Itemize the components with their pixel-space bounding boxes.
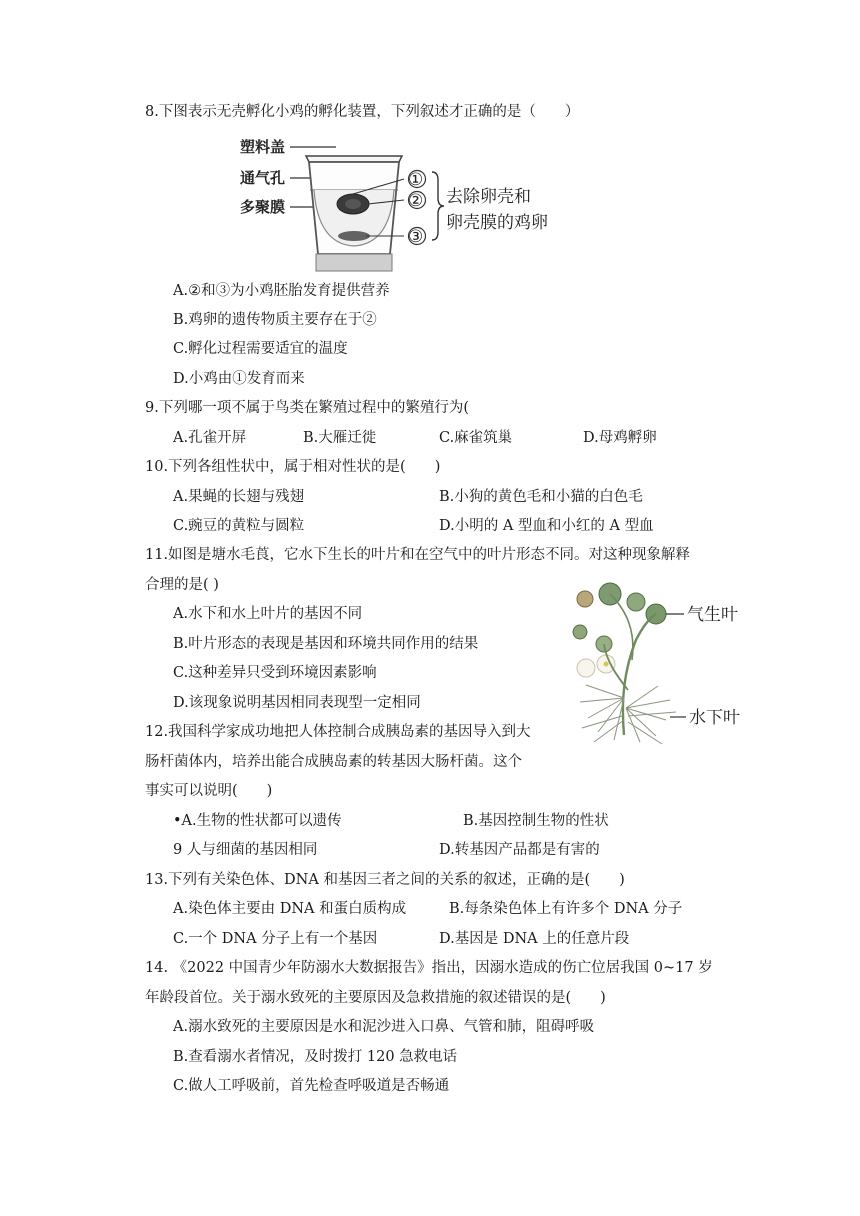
- q8-option-d: D.小鸡由①发育而来: [173, 371, 305, 387]
- q12-stem-line1: 12.我国科学家成功地把人体控制合成胰岛素的基因导入到大: [145, 724, 531, 740]
- mark-1: ①: [408, 170, 424, 190]
- q11-option-a: A.水下和水上叶片的基因不同: [173, 606, 363, 622]
- q11-stem-line1: 11.如图是塘水毛莨，它水下生长的叶片和在空气中的叶片形态不同。对这种现象解释: [145, 547, 691, 563]
- q12-option-c: 9 人与细菌的基因相同: [173, 842, 318, 858]
- q9-option-c: C.麻雀筑巢: [439, 430, 513, 446]
- q8-option-c: C.孵化过程需要适宜的温度: [173, 341, 348, 357]
- q14-option-a: A.溺水致死的主要原因是水和泥沙进入口鼻、气管和肺，阻碍呼吸: [173, 1019, 595, 1035]
- q12-option-a: •A.生物的性状都可以遗传: [173, 813, 342, 829]
- q12-option-b: B.基因控制生物的性状: [463, 813, 609, 829]
- q14-option-b: B.查看溺水者情况，及时拨打 120 急救电话: [173, 1049, 458, 1065]
- q11-option-b: B.叶片形态的表现是基因和环境共同作用的结果: [173, 636, 479, 652]
- label-aerial-leaf: 气生叶: [687, 605, 738, 625]
- mark-3: ③: [408, 227, 424, 247]
- q11-option-d: D.该现象说明基因相同表现型一定相同: [173, 695, 421, 711]
- q13-option-c: C.一个 DNA 分子上有一个基因: [173, 931, 378, 947]
- q10-stem: 10.下列各组性状中，属于相对性状的是( ): [145, 459, 441, 475]
- q9-stem: 9.下列哪一项不属于鸟类在繁殖过程中的繁殖行为(: [145, 400, 469, 416]
- label-submerged-leaf: 水下叶: [689, 708, 740, 728]
- brace-label-1: 去除卵壳和: [446, 187, 531, 207]
- q14-stem-line1: 14. 《2022 中国青少年防溺水大数据报告》指出，因溺水造成的伤亡位居我国 0~17 岁: [145, 960, 713, 976]
- q9-option-d: D.母鸡孵卵: [583, 430, 657, 446]
- q10-option-b: B.小狗的黄色毛和小猫的白色毛: [439, 489, 643, 505]
- q12-option-d: D.转基因产品都是有害的: [439, 842, 600, 858]
- q13-option-b: B.每条染色体上有许多个 DNA 分子: [449, 901, 683, 917]
- q13-stem: 13.下列有关染色体、DNA 和基因三者之间的关系的叙述，正确的是( ): [145, 872, 625, 888]
- q12-stem-line3: 事实可以说明( ): [145, 783, 273, 799]
- brace-label-2: 卵壳膜的鸡卵: [446, 213, 548, 233]
- label-polymer-film: 多聚膜: [240, 198, 286, 216]
- q13-option-a: A.染色体主要由 DNA 和蛋白质构成: [173, 901, 407, 917]
- q9-option-a: A.孔雀开屏: [173, 430, 247, 446]
- q10-option-c: C.豌豆的黄粒与圆粒: [173, 518, 305, 534]
- q14-stem-line2: 年龄段首位。关于溺水致死的主要原因及急救措施的叙述错误的是( ): [145, 990, 606, 1006]
- q11-option-c: C.这种差异只受到环境因素影响: [173, 665, 377, 681]
- q13-option-d: D.基因是 DNA 上的任意片段: [439, 931, 630, 947]
- label-vent-hole: 通气孔: [240, 169, 286, 187]
- q8-option-a: A.②和③为小鸡胚胎发育提供营养: [173, 283, 390, 299]
- q10-option-d: D.小明的 A 型血和小红的 A 型血: [439, 518, 654, 534]
- q9-option-b: B.大雁迁徙: [303, 430, 377, 446]
- q10-option-a: A.果蝇的长翅与残翅: [173, 489, 305, 505]
- q12-stem-line2: 肠杆菌体内，培养出能合成胰岛素的转基因大肠杆菌。这个: [145, 754, 522, 770]
- q14-option-c: C.做人工呼吸前，首先检查呼吸道是否畅通: [173, 1078, 450, 1094]
- incubator-figure: [236, 132, 566, 274]
- water-buttercup-figure: [566, 580, 780, 746]
- q8-option-b: B.鸡卵的遗传物质主要存在于②: [173, 312, 377, 328]
- q11-stem-line2: 合理的是( ): [145, 577, 219, 593]
- label-plastic-lid: 塑料盖: [240, 138, 286, 156]
- q8-stem: 8.下图表示无壳孵化小鸡的孵化装置，下列叙述才正确的是（ ）: [145, 104, 580, 120]
- mark-2: ②: [408, 191, 424, 211]
